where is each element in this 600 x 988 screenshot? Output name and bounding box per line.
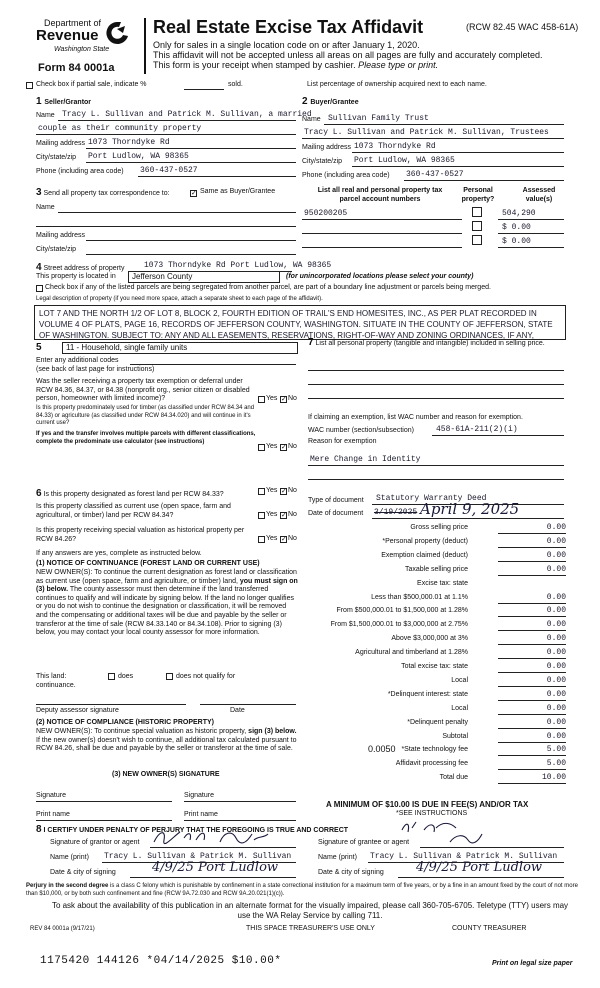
revenue-logo-icon [106, 20, 130, 46]
tax-row-underline [498, 783, 566, 784]
tax-row-label: Agricultural and timberland at 1.28% [355, 649, 468, 657]
minimum-note: A MINIMUM OF $10.00 IS DUE IN FEE(S) AND/OR TAX [326, 800, 529, 809]
doc-type-label: Type of document [308, 497, 364, 504]
timber-no-label: No [288, 443, 297, 450]
seller-name-label: Name [36, 112, 55, 119]
tax-row-underline [498, 672, 566, 673]
tax-row-value[interactable]: 0.00 [546, 564, 566, 574]
parcel-value-3[interactable]: $ 0.00 [502, 237, 531, 246]
tax-row-value[interactable]: 0.00 [546, 550, 566, 560]
parcel-number-1[interactable]: 950200205 [304, 209, 348, 218]
section5-num: 5 [36, 342, 42, 353]
timber-no-checkbox[interactable]: ✓ [281, 444, 287, 451]
personal-property-checkbox-1[interactable] [472, 207, 482, 217]
timber-yes-checkbox[interactable] [258, 444, 265, 451]
grantee-signature-icon [396, 818, 536, 846]
section3-city-label: City/state/zip [36, 246, 77, 253]
tax-row-label: From $500,000.01 to $1,500,000 at 1.28% [336, 607, 468, 615]
section6-q2: Is this property classified as current use (open space, farm and agricultural, or timber) land per RCW 84.34? [36, 503, 231, 519]
section5-q2a: Is this property predominately used for timber (as classified under RCW 84.34 and 84.33) or agriculture (as classified under RCW 84.34.020) and will continue in it's current use? [36, 405, 255, 426]
county-treasurer: COUNTY TREASURER [452, 925, 527, 932]
buyer-city-label: City/state/zip [302, 158, 343, 165]
tax-row-underline [498, 714, 566, 715]
buyer-city[interactable]: Port Ludlow, WA 98365 [354, 156, 455, 165]
form-revision: REV 84 0001a (9/17/21) [30, 926, 95, 932]
historic-yes-label: Yes [266, 535, 278, 542]
tax-row-underline [498, 742, 566, 743]
tax-row-underline [498, 700, 566, 701]
buyer-phone[interactable]: 360-437-0527 [406, 170, 464, 179]
tax-row-label: Less than $500,000.01 at 1.1% [371, 593, 468, 601]
form-title: Real Estate Excise Tax Affidavit [153, 17, 424, 37]
seller-mailing[interactable]: 1073 Thorndyke Rd [88, 138, 170, 147]
tax-row-value[interactable]: 0.00 [546, 717, 566, 727]
legal-paper-note: Print on legal size paper [492, 960, 573, 967]
segregated-checkbox[interactable] [36, 285, 43, 292]
grantee-name[interactable]: Tracy L. Sullivan & Patrick M. Sullivan [370, 852, 558, 861]
tax-row-value[interactable]: 5.00 [546, 745, 566, 755]
forest-yes-checkbox[interactable] [258, 488, 265, 495]
new-owner-signature-title: (3) NEW OWNER(S) SIGNATURE [112, 771, 220, 778]
tax-row-value[interactable]: 0.00 [546, 675, 566, 685]
timber-yes-label: Yes [266, 443, 278, 450]
continuance-label: continuance. [36, 682, 76, 689]
parcels-col3: Assessed value(s) [522, 187, 556, 203]
tax-row-underline [498, 769, 566, 770]
tax-row-label: *State technology fee [401, 746, 468, 754]
partial-sale-checkbox[interactable] [26, 82, 33, 89]
seller-city[interactable]: Port Ludlow, WA 98365 [88, 152, 189, 161]
segregated-label: Check box if any of the listed parcels are being segregated from another parcel, are part of a boundary line adjustment or parcels being merged. [45, 284, 491, 291]
form-rcw: (RCW 82.45 WAC 458-61A) [466, 22, 579, 32]
section4-located-note: (for unincorporated locations please select your county) [286, 273, 474, 280]
tax-row-label: Local [451, 704, 468, 712]
tax-row-value[interactable]: 0.00 [546, 620, 566, 630]
tax-row-underline [498, 755, 566, 756]
tax-row-underline [498, 547, 566, 548]
section4-located-label: This property is located in [36, 273, 116, 280]
treasurer-use: THIS SPACE TREASURER'S USE ONLY [246, 925, 375, 932]
legal-description-box[interactable] [34, 305, 566, 340]
certify-statement: 8 I CERTIFY UNDER PENALTY OF PERJURY THAT THE FOREGOING IS TRUE AND CORRECT [36, 824, 349, 835]
section5-q2b: If yes and the transfer involves multiple parcels with different classifications, complete the predominate use calculator (see instructions) [36, 431, 256, 445]
section3-label: 3 Send all property tax correspondence to: [36, 187, 170, 198]
section7-label: 7 List all personal property (tangible and intangible) included in selling price. [308, 337, 545, 348]
tax-row-label: Above $3,000,000 at 3% [391, 635, 468, 643]
doc-date-label: Date of document [308, 510, 364, 517]
tax-row-label: Total excise tax: state [401, 663, 468, 670]
seller-name-line1[interactable]: Tracy L. Sullivan and Patrick M. Sullivan, a married [62, 110, 312, 119]
current-use-no-label: No [288, 511, 297, 518]
notice-2: This affidavit will not be accepted unless all areas on all pages are fully and accurately completed. [153, 50, 543, 60]
tax-row-value[interactable]: 5.00 [546, 759, 566, 769]
alt-format-notice: To ask about the availability of this publication in an alternate format for the visually impaired, please call 360-705-6705. Teletype (TTY) users may use the WA Relay Service by calling 711. [51, 901, 569, 920]
tax-row-underline [498, 575, 566, 576]
seller-heading: 1 Seller/Grantor [36, 96, 92, 107]
land-use-code: 11 - Household, single family units [66, 343, 188, 352]
deputy-date-label: Date [230, 707, 245, 714]
tax-row-value[interactable]: 0.00 [546, 536, 566, 546]
property-street[interactable]: 1073 Thorndyke Rd Port Ludlow, WA 98365 [144, 261, 332, 270]
legal-description: LOT 7 AND THE NORTH 1/2 OF LOT 8, BLOCK 2, FOURTH EDITION OF TRAIL'S END HOMESITES, INC., AS PER PLAT RECORDED IN VOLUME 4 OF PLATS, PAGE 16, RECORDS OF JEFFERSON COUNTY, WASHINGTON. SITUATE IN THE COUNTY OF JEFFERSON, STATE OF WASHINGTON. SUBJECT TO: ANY AND ALL EASEMENTS, RESERVATIONS, RIGHT-OF-WAY AND ZONING ORDINANCES, IF ANY, [39, 309, 553, 340]
parcels-col1: List all real and personal property tax parcel account numbers [317, 187, 443, 203]
tax-row-label: Local [451, 676, 468, 684]
reason-label: Reason for exemption [308, 438, 377, 445]
tax-row-value[interactable]: 0.00 [546, 634, 566, 644]
perjury-notice: Perjury in the second degree is a class C felony which is punishable by confinement in a state correctional institution for a maximum term of five years, or by a fine in an amount fixed by the court of not more than $10,000, or by both such confinement and fine (RCW 9A.72.030 and RCW 9A.20.021(1)(c)). [26, 883, 578, 897]
tax-row-value[interactable]: 0.00 [546, 731, 566, 741]
section5-q1: Was the seller receiving a property tax exemption or deferral under RCW 84.36, 84.37, or 84.38 (nonprofit org., senior citizen or disabled person, homeowner with limited income)? [36, 378, 250, 402]
tax-row-value[interactable]: 0.00 [546, 648, 566, 658]
partial-sale-label: Check box if partial sale, indicate % [36, 81, 147, 88]
does-not-qualify-checkbox[interactable] [166, 673, 173, 680]
tax-row-label: *Delinquent penalty [407, 718, 468, 726]
tax-row-underline [498, 686, 566, 687]
wac-number[interactable]: 458-61A-211(2)(i) [436, 425, 518, 434]
historic-yes-checkbox[interactable] [258, 536, 265, 543]
section6-q3: Is this property receiving special valuation as historical property per RCW 84.26? [36, 527, 245, 543]
buyer-name-line1[interactable]: Sullivan Family Trust [328, 114, 429, 123]
does-qualify-checkbox[interactable] [108, 673, 115, 680]
grantor-sig-label: Signature of grantor or agent [50, 839, 140, 846]
forest-yes-label: Yes [266, 487, 278, 494]
tax-row-label: Taxable selling price [404, 565, 468, 573]
tax-row-underline [498, 630, 566, 631]
parcels-col2: Personal property? [461, 187, 495, 203]
new-owner-signature-label-1: Signature [36, 792, 66, 799]
tax-row-underline [498, 728, 566, 729]
notice-1: Only for sales in a single location code on or after January 1, 2020. [153, 40, 420, 50]
does-label: does [118, 673, 134, 680]
does-not-label: does not qualify for [176, 673, 236, 680]
tax-row-underline [498, 561, 566, 562]
county-value: Jefferson County [132, 272, 193, 281]
additional-codes-note: (see back of last page for instructions) [36, 366, 155, 373]
dept-line2: Revenue [36, 27, 99, 44]
new-owner-signature-label-2: Signature [184, 792, 214, 799]
current-use-no-checkbox[interactable]: ✓ [281, 512, 287, 519]
tax-row-label: *Personal property (deduct) [382, 537, 468, 545]
deputy-signature-label: Deputy assessor signature [36, 707, 119, 714]
grantee-sig-label: Signature of grantee or agent [318, 839, 410, 846]
cashier-stamp: 1175420 144126 *04/14/2025 $10.00* [40, 955, 282, 967]
notice1-body: NEW OWNER(S): To continue the current designation as forest land or classification as current use (open space, farm and agriculture, or timber) land, you must sign on (3) below. The county assessor must then determine if the land transferred continues to qualify and will indicate by signing below. If the land no longer qualifies or you do not wish to continue the designation or classification, it will be removed and the compensating or additional taxes will be due and payable by the seller or transferor at the time of sale (RCW 84.33.140 or 84.34.108). Prior to signing (3) below, you may contact your local county assessor for more information. [36, 569, 298, 637]
doc-date-handwritten: April 9, 2025 [420, 500, 520, 518]
tax-row-value[interactable]: 0.00 [546, 662, 566, 671]
exemption-no-checkbox[interactable]: ✓ [281, 396, 287, 403]
section3-name-label: Name [36, 204, 55, 211]
tax-row-value[interactable]: 0.00 [546, 606, 566, 616]
exemption-yes-checkbox[interactable] [258, 396, 265, 403]
exemption-yes-label: Yes [266, 395, 278, 402]
tax-row-value[interactable]: 0.00 [546, 703, 566, 713]
ownership-note: List percentage of ownership acquired next to each name. [307, 81, 487, 88]
seller-phone-label: Phone (including area code) [36, 168, 124, 175]
tax-row-underline [498, 616, 566, 617]
buyer-phone-label: Phone (including area code) [302, 172, 390, 179]
parcel-value-2[interactable]: $ 0.00 [502, 223, 531, 232]
same-as-buyer-checkbox[interactable]: ✓ [191, 190, 197, 197]
seller-city-label: City/state/zip [36, 154, 77, 161]
local-rate: 0.0050 [368, 744, 396, 754]
buyer-name-label: Name [302, 116, 321, 123]
dept-line1: Department of [44, 18, 102, 28]
current-use-yes-label: Yes [266, 511, 278, 518]
tax-row-value[interactable]: 0.00 [546, 689, 566, 699]
section6-if-yes: If any answers are yes, complete as instructed below. [36, 550, 202, 557]
seller-name-line2[interactable]: couple as their community property [38, 124, 202, 133]
section3-mailing-label: Mailing address [36, 232, 86, 239]
grantee-date-city: 4/9/25 Port Ludlow [416, 860, 543, 875]
wac-label: WAC number (section/subsection) [308, 427, 414, 434]
notice2-body: NEW OWNER(S): To continue special valuation as historic property, sign (3) below. If the new owner(s) doesn't wish to continue, all additional tax calculated pursuant to RCW 84.26, shall be due and payable by the seller or transferor at the time of sale. [36, 728, 297, 753]
same-as-buyer-label: Same as Buyer/Grantee [200, 188, 276, 195]
exemption-label: If claiming an exemption, list WAC number and reason for exemption. [308, 414, 523, 421]
grantor-date-label: Date & city of signing [50, 869, 116, 876]
tax-row-label: *Delinquent interest: state [387, 690, 468, 698]
dept-logo [28, 16, 140, 60]
personal-property-checkbox-2[interactable] [472, 221, 482, 231]
grantor-name-label: Name (print) [50, 854, 89, 861]
notice-3: This form is your receipt when stamped by cashier. Please type or print. [153, 60, 439, 70]
seller-mailing-label: Mailing address [36, 140, 86, 147]
notice1-title: (1) NOTICE OF CONTINUANCE (FOREST LAND OR CURRENT USE) [36, 560, 260, 567]
parcel-value-1[interactable]: 504,290 [502, 209, 536, 218]
doc-type[interactable]: Statutory Warranty Deed [376, 494, 487, 503]
buyer-mailing-label: Mailing address [302, 144, 352, 151]
form-number: Form 84 0001a [38, 62, 115, 74]
buyer-mailing[interactable]: 1073 Thorndyke Rd [354, 142, 436, 151]
doc-date-typed[interactable]: 3/19/2025 [374, 508, 418, 517]
historic-no-label: No [288, 535, 297, 542]
new-owner-print-label-1: Print name [36, 811, 70, 818]
forest-no-label: No [288, 487, 297, 494]
section4-street-label: 4 Street address of property [36, 262, 125, 273]
tax-row-underline [498, 644, 566, 645]
grantor-signature-icon [150, 826, 290, 848]
legal-description-label: Legal description of property (if you need more space, attach a separate sheet to each page of the affidavit). [36, 296, 323, 302]
exemption-reason[interactable]: Mere Change in Identity [310, 455, 421, 464]
grantee-name-label: Name (print) [318, 854, 357, 861]
this-land-label: This land: [36, 673, 67, 680]
buyer-name-line2[interactable]: Tracy L. Sullivan and Patrick M. Sullivan, Trustees [304, 128, 549, 137]
grantor-name[interactable]: Tracy L. Sullivan & Patrick M. Sullivan [104, 852, 292, 861]
tax-row-value[interactable]: 10.00 [541, 773, 566, 783]
current-use-yes-checkbox[interactable] [258, 512, 265, 519]
tax-row-underline [498, 533, 566, 534]
grantee-date-label: Date & city of signing [318, 869, 384, 876]
tax-row-label: Gross selling price [410, 524, 468, 531]
notice2-title: (2) NOTICE OF COMPLIANCE (HISTORIC PROPERTY) [36, 719, 214, 726]
tax-row-label: Subtotal [442, 732, 468, 740]
tax-row-label: Affidavit processing fee [395, 760, 468, 768]
tax-row-label: Excise tax: state [417, 579, 468, 587]
grantor-date-city: 4/9/25 Port Ludlow [152, 860, 279, 875]
tax-row-underline [498, 658, 566, 659]
personal-property-checkbox-3[interactable] [472, 235, 482, 245]
historic-no-checkbox[interactable]: ✓ [281, 536, 287, 543]
exemption-no-label: No [288, 395, 297, 402]
additional-codes-label: Enter any additional codes [36, 357, 119, 364]
buyer-heading: 2 Buyer/Grantee [302, 96, 359, 107]
partial-sale-sold: sold. [228, 81, 243, 88]
tax-row-label: Total due [439, 774, 468, 782]
tax-row-value[interactable]: 0.00 [546, 523, 566, 532]
section6-q1: 6 Is this property designated as forest land per RCW 84.33? [36, 488, 224, 499]
forest-no-checkbox[interactable]: ✓ [281, 488, 287, 495]
tax-row-label: From $1,500,000.01 to $3,000,000 at 2.75% [330, 621, 468, 629]
tax-row-value[interactable]: 0.00 [546, 592, 566, 602]
tax-row-underline [498, 603, 566, 604]
new-owner-print-label-2: Print name [184, 811, 218, 818]
tax-row-label: Exemption claimed (deduct) [381, 551, 468, 559]
see-instructions: *SEE INSTRUCTIONS [396, 810, 468, 817]
seller-phone[interactable]: 360-437-0527 [140, 166, 198, 175]
dept-line3: Washington State [54, 46, 110, 53]
